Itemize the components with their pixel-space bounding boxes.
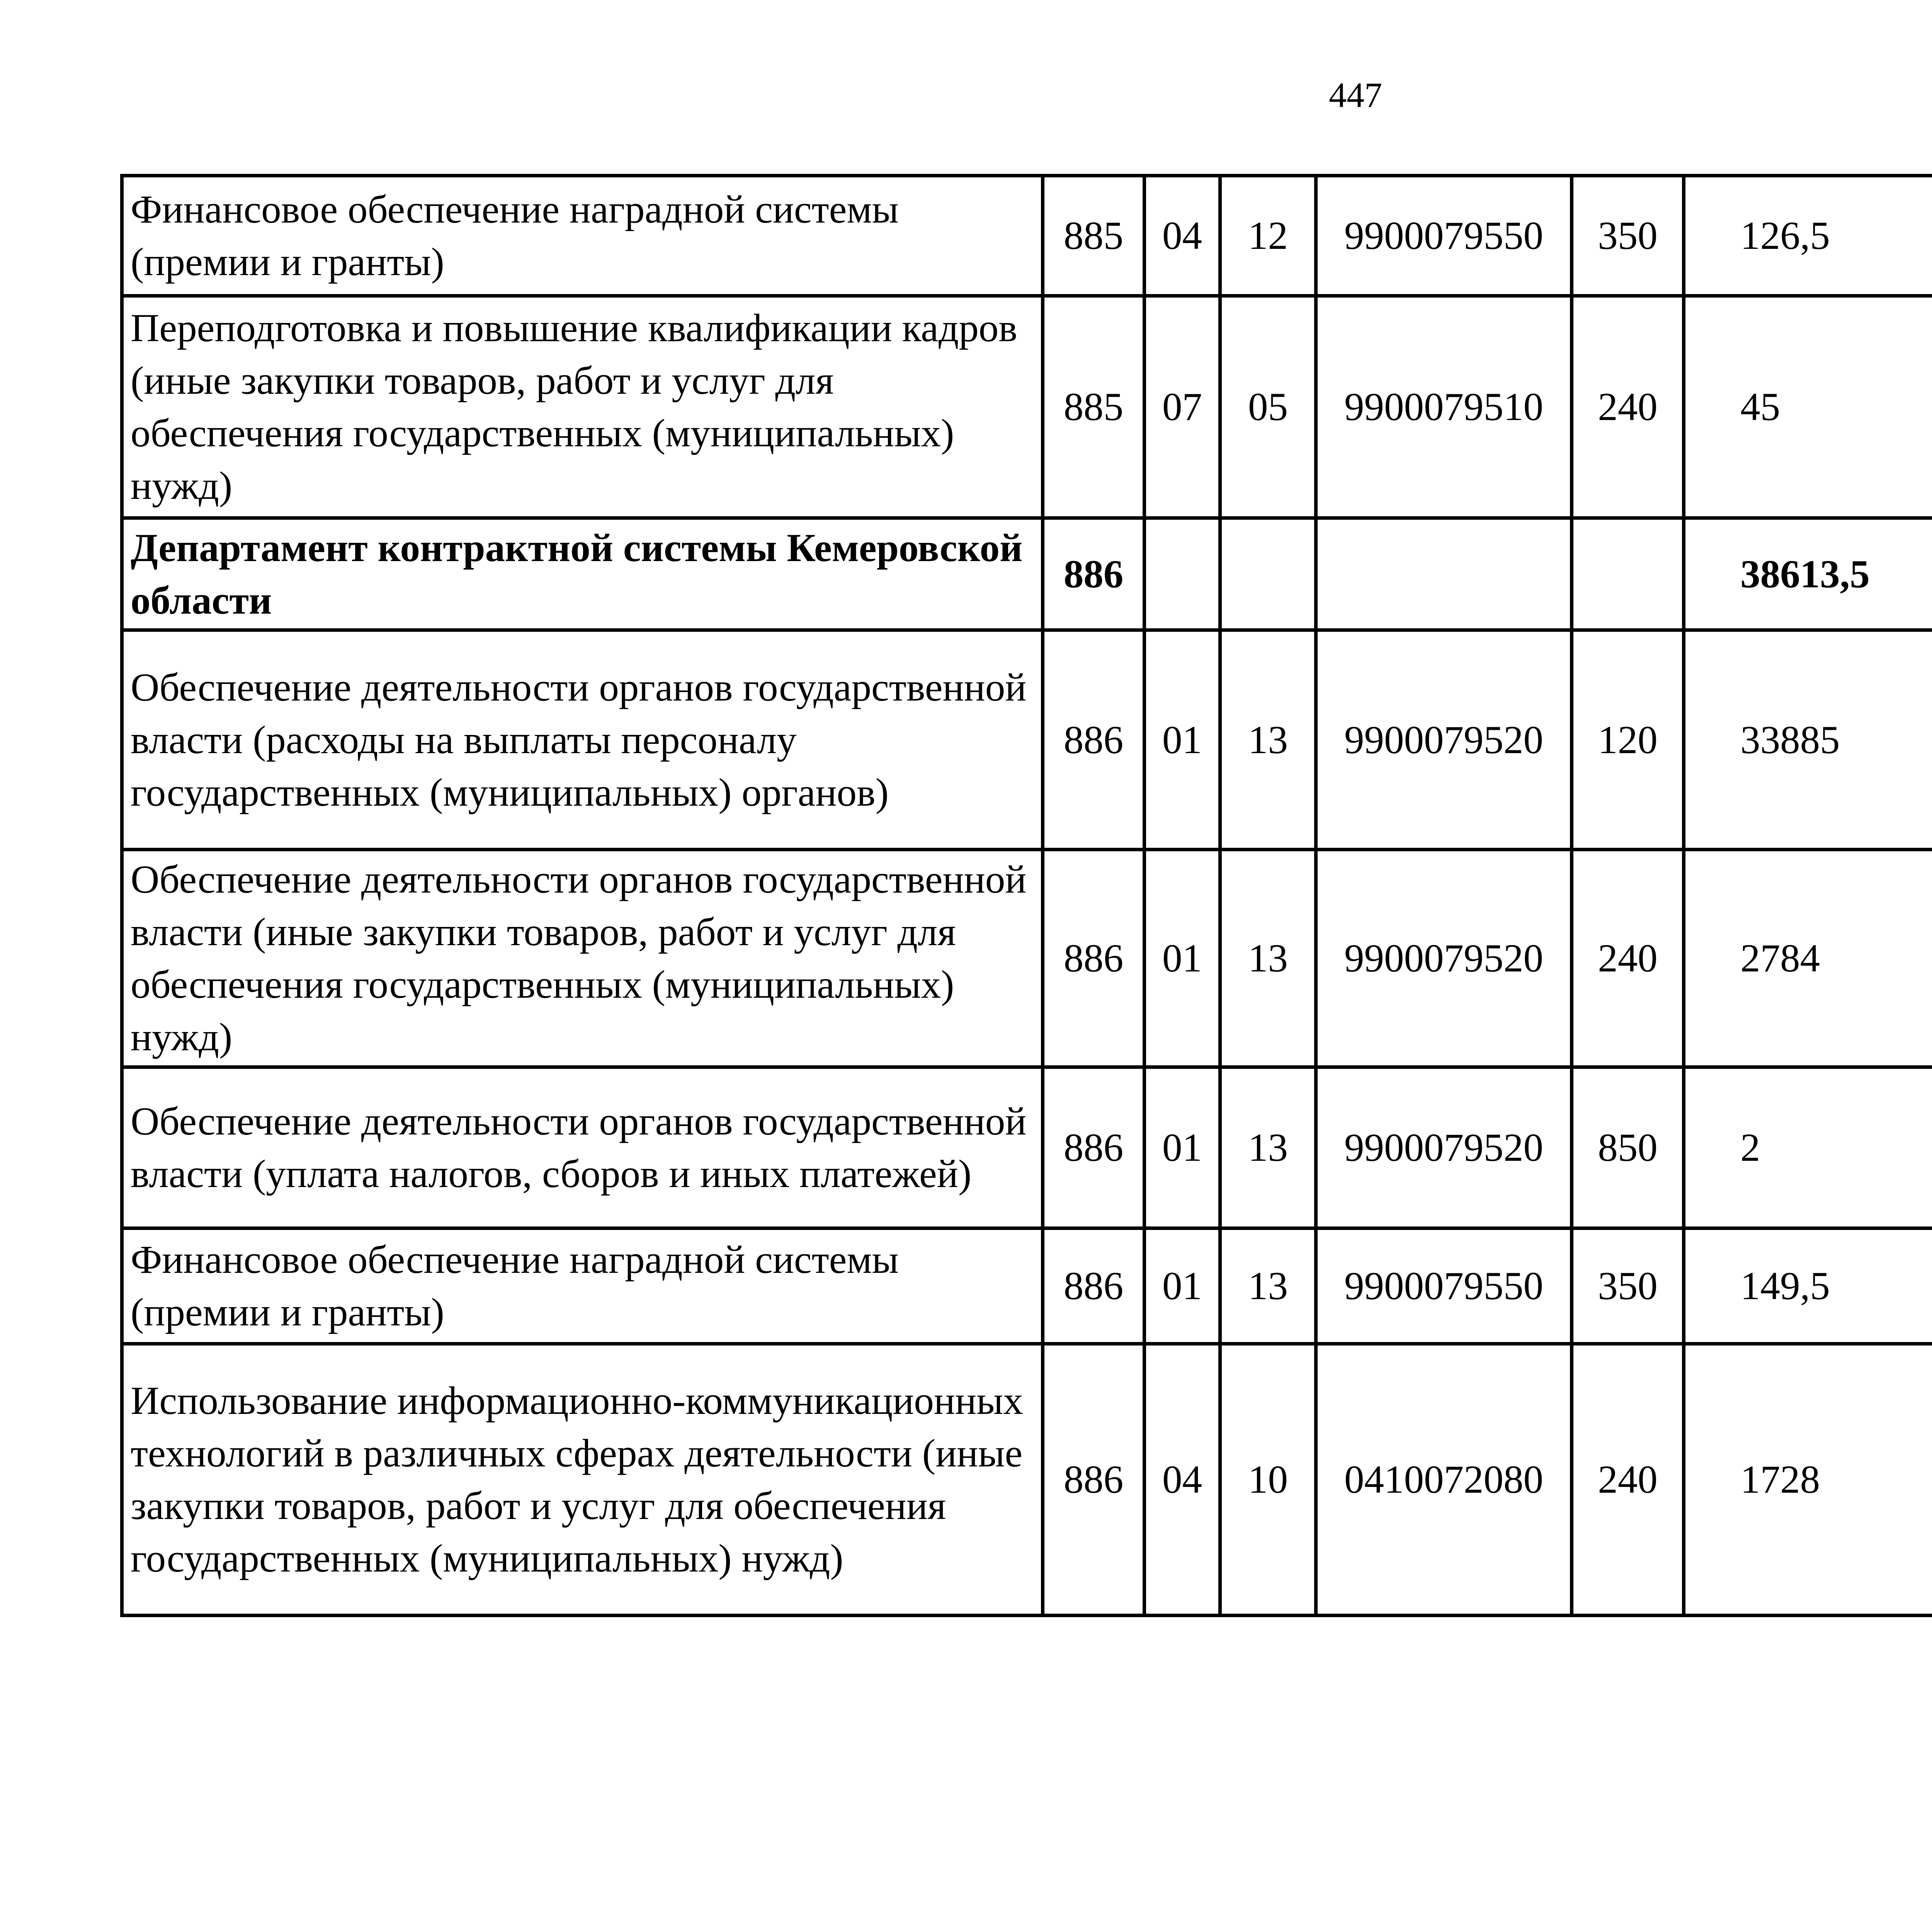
ved-cell: 886 — [1043, 518, 1145, 630]
ved-cell: 886 — [1043, 1067, 1145, 1228]
table-row — [122, 850, 1932, 1067]
target-article-cell: 9900079520 — [1316, 630, 1572, 850]
expense-type-cell: 350 — [1572, 1228, 1684, 1344]
target-article-cell: 9900079550 — [1316, 1228, 1572, 1344]
podrazdel-cell: 12 — [1220, 176, 1316, 296]
ved-cell: 886 — [1043, 1344, 1145, 1616]
podrazdel-cell: 13 — [1220, 850, 1316, 1067]
table-row — [122, 176, 1932, 296]
row-name-cell: Использование информационно-коммуникационных технологий в различных сферах деятельности (иные закупки товаров, работ и услуг для обеспечения государственных (муниципальных) нужд) — [122, 1344, 1043, 1616]
table-row — [122, 296, 1932, 518]
ved-cell: 886 — [1043, 1228, 1145, 1344]
sum-year1-cell: 149,5 — [1684, 1228, 1932, 1344]
target-article-cell: 0410072080 — [1316, 1344, 1572, 1616]
target-article-cell: 9900079550 — [1316, 176, 1572, 296]
ved-cell: 885 — [1043, 296, 1145, 518]
expense-type-cell: 240 — [1572, 296, 1684, 518]
sum-year1-cell: 38613,5 — [1684, 518, 1932, 630]
table-row — [122, 1067, 1932, 1228]
budget-table — [120, 174, 1932, 1617]
expense-type-cell: 120 — [1572, 630, 1684, 850]
row-name-cell: Финансовое обеспечение наградной системы (премии и гранты) — [122, 176, 1043, 296]
razdel-cell: 01 — [1145, 630, 1220, 850]
target-article-cell: 9900079520 — [1316, 850, 1572, 1067]
podrazdel-cell: 13 — [1220, 630, 1316, 850]
razdel-cell: 01 — [1145, 1228, 1220, 1344]
podrazdel-cell: 05 — [1220, 296, 1316, 518]
ved-cell: 886 — [1043, 630, 1145, 850]
row-name-cell: Обеспечение деятельности органов государственной власти (иные закупки товаров, работ и услуг для обеспечения государственных (муниципальных) нужд) — [122, 850, 1043, 1067]
razdel-cell: 01 — [1145, 850, 1220, 1067]
target-article-cell: 9900079510 — [1316, 296, 1572, 518]
sum-year1-cell: 126,5 — [1684, 176, 1932, 296]
sum-year1-cell: 45 — [1684, 296, 1932, 518]
table-row — [122, 518, 1932, 630]
podrazdel-cell: 13 — [1220, 1228, 1316, 1344]
row-name-cell: Переподготовка и повышение квалификации кадров (иные закупки товаров, работ и услуг для обеспечения государственных (муниципальных) нужд) — [122, 296, 1043, 518]
ved-cell: 885 — [1043, 176, 1145, 296]
sum-year1-cell: 2 — [1684, 1067, 1932, 1228]
table-row — [122, 630, 1932, 850]
table-row — [122, 1344, 1932, 1616]
razdel-cell: 07 — [1145, 296, 1220, 518]
sum-year1-cell: 2784 — [1684, 850, 1932, 1067]
sum-year1-cell: 33885 — [1684, 630, 1932, 850]
razdel-cell: 01 — [1145, 1067, 1220, 1228]
sum-year1-cell: 1728 — [1684, 1344, 1932, 1616]
razdel-cell: 04 — [1145, 176, 1220, 296]
row-name-cell: Обеспечение деятельности органов государственной власти (расходы на выплаты персоналу государственных (муниципальных) органов) — [122, 630, 1043, 850]
expense-type-cell: 240 — [1572, 1344, 1684, 1616]
department-name-cell: Департамент контрактной системы Кемеровской области — [122, 518, 1043, 630]
razdel-cell: 04 — [1145, 1344, 1220, 1616]
table-row — [122, 1228, 1932, 1344]
podrazdel-cell — [1220, 518, 1316, 630]
page-number: 447 — [1329, 75, 1382, 115]
podrazdel-cell: 13 — [1220, 1067, 1316, 1228]
row-name-cell: Обеспечение деятельности органов государственной власти (уплата налогов, сборов и иных платежей) — [122, 1067, 1043, 1228]
razdel-cell — [1145, 518, 1220, 630]
expense-type-cell: 350 — [1572, 176, 1684, 296]
expense-type-cell — [1572, 518, 1684, 630]
expense-type-cell: 240 — [1572, 850, 1684, 1067]
target-article-cell: 9900079520 — [1316, 1067, 1572, 1228]
expense-type-cell: 850 — [1572, 1067, 1684, 1228]
podrazdel-cell: 10 — [1220, 1344, 1316, 1616]
target-article-cell — [1316, 518, 1572, 630]
ved-cell: 886 — [1043, 850, 1145, 1067]
row-name-cell: Финансовое обеспечение наградной системы (премии и гранты) — [122, 1228, 1043, 1344]
